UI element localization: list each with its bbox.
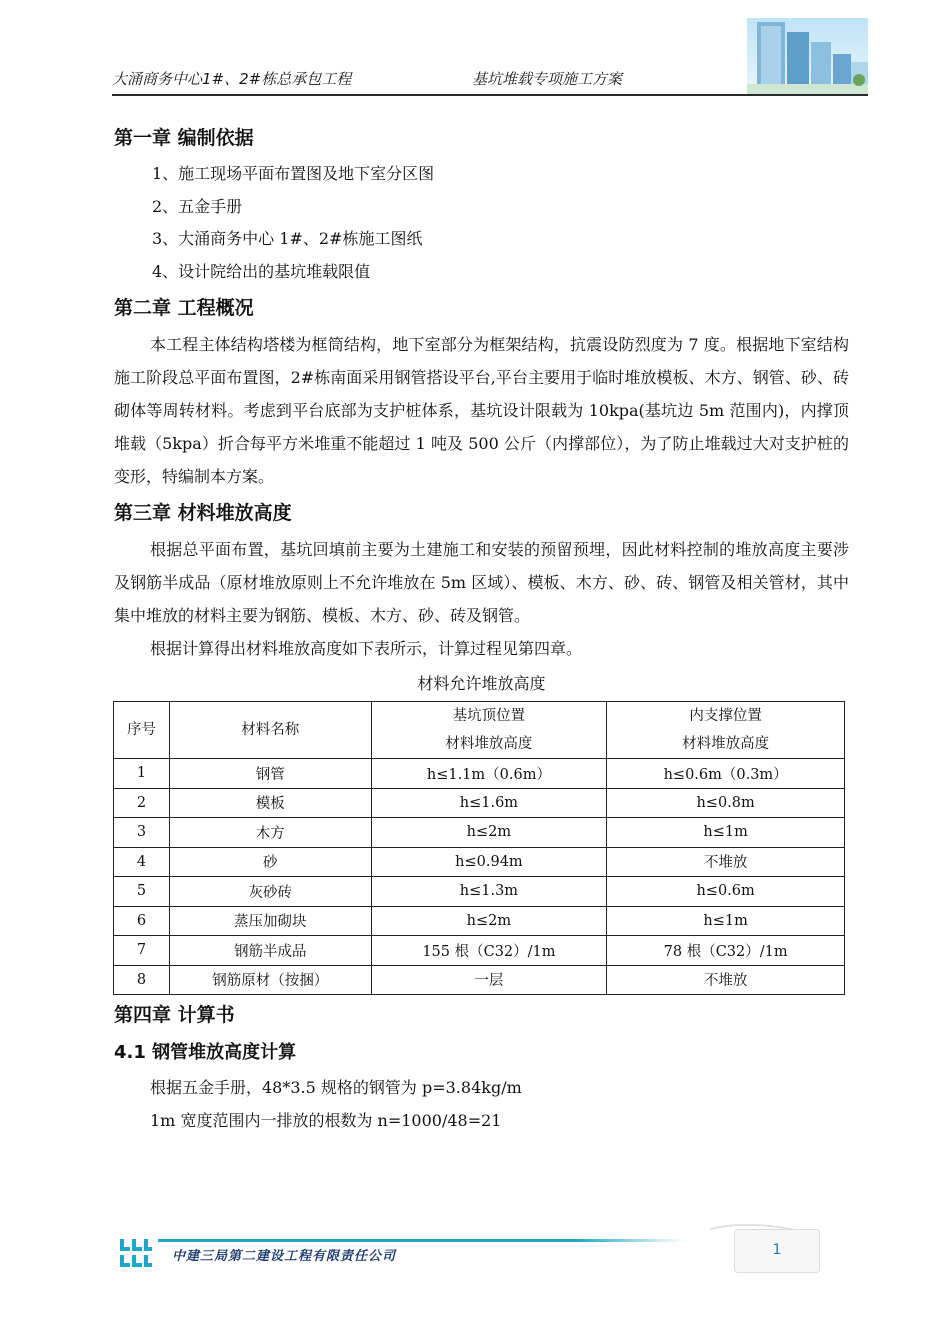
table-row: [114, 906, 845, 936]
table-row: [114, 936, 845, 966]
cell-name: 蒸压加砌块: [169, 906, 371, 936]
header-project: 大涌商务中心1#、2#栋总承包工程: [112, 70, 352, 88]
cell-inner: 不堆放: [607, 965, 845, 995]
table-row: [114, 759, 845, 789]
chapter-4-title: 第四章 计算书: [114, 1004, 235, 1026]
cell-name: 砂: [169, 847, 371, 877]
cell-name: 钢筋半成品: [169, 936, 371, 966]
cell-pit: h≤0.94m: [371, 847, 607, 877]
cell-pit: h≤1.3m: [371, 877, 607, 907]
page-number: 1: [772, 1242, 782, 1258]
header-inner-line1: 内支撑位置: [689, 708, 762, 724]
header-pit-top-line1: 基坑顶位置: [452, 708, 526, 724]
cell-no: 3: [114, 818, 170, 848]
cell-inner: h≤0.6m（0.3m）: [607, 759, 845, 789]
basis-item-3: 3、大涌商务中心 1#、2#栋施工图纸: [152, 229, 423, 248]
table-row: [114, 847, 845, 877]
cell-pit: h≤2m: [371, 818, 607, 848]
cell-name: 钢筋原材（按捆）: [169, 965, 371, 995]
cell-inner: h≤0.6m: [607, 877, 845, 907]
cell-no: 1: [114, 759, 170, 789]
cell-inner: 78 根（C32）/1m: [607, 936, 845, 966]
cell-no: 2: [114, 788, 170, 818]
cell-no: 5: [114, 877, 170, 907]
stacking-paragraph-1: 根据总平面布置，基坑回填前主要为土建施工和安装的预留预埋，因此材料控制的堆放高度主要涉及钢筋半成品（原材堆放原则上不允许堆放在 5m 区域）、模板、木方、砂、砖、钢管及相关管材，其中集中堆放的材料主要为钢筋、模板、木方、砂、砖及钢管。: [114, 540, 849, 625]
footer-divider: [158, 1239, 683, 1242]
header-divider: [112, 94, 868, 96]
section-4-1-title: 4.1 钢管堆放高度计算: [114, 1042, 297, 1063]
page-number-box: [734, 1229, 820, 1273]
chapter-3-title: 第三章 材料堆放高度: [114, 502, 292, 524]
project-overview-paragraph: 本工程主体结构塔楼为框筒结构，地下室部分为框架结构，抗震设防烈度为 7 度。根据地下室结构施工阶段总平面布置图，2#栋南面采用钢管搭设平台,平台主要用于临时堆放模板、木方、钢管、砂、砖砌体等周转材料。考虑到平台底部为支护桩体系，基坑设计限载为 10kpa(基坑边 5m 范围内)，内撑顶堆载（5kpa）折合每平方米堆重不能超过 1 吨及 500 公斤（内撑部位），为了防止堆载过大对支护桩的变形，特编制本方案。: [114, 335, 849, 486]
basis-item-4: 4、设计院给出的基坑堆载限值: [152, 261, 371, 281]
chapter-2-title: 第二章 工程概况: [114, 297, 254, 319]
calc-line-1: 根据五金手册，48*3.5 规格的钢管为 p=3.84kg/m: [150, 1078, 522, 1097]
cell-pit: 155 根（C32）/1m: [371, 936, 607, 966]
company-name: 中建三局第二建设工程有限责任公司: [172, 1249, 397, 1264]
table-row: [114, 965, 845, 995]
page-header: [112, 66, 752, 90]
basis-item-2: 2、五金手册: [152, 196, 243, 216]
company-logo-icon: [118, 1237, 154, 1269]
cell-name: 木方: [169, 818, 371, 848]
header-pit-top: [371, 702, 607, 759]
cell-inner: h≤1m: [607, 818, 845, 848]
cell-inner: h≤0.8m: [607, 788, 845, 818]
stacking-height-table: [113, 701, 845, 995]
cell-name: 钢管: [169, 759, 371, 789]
cell-no: 8: [114, 965, 170, 995]
cell-inner: 不堆放: [607, 847, 845, 877]
cell-inner: h≤1m: [607, 906, 845, 936]
basis-item-1: 1、施工现场平面布置图及地下室分区图: [152, 164, 435, 183]
table-caption: 材料允许堆放高度: [417, 674, 546, 693]
header-material-name: 材料名称: [169, 702, 371, 759]
header-inner-support: [607, 702, 845, 759]
cell-no: 7: [114, 936, 170, 966]
table-row: [114, 818, 845, 848]
cell-name: 模板: [169, 788, 371, 818]
header-inner-line2: 材料堆放高度: [682, 736, 770, 752]
header-pit-top-line2: 材料堆放高度: [445, 736, 533, 752]
cell-pit: h≤1.6m: [371, 788, 607, 818]
building-image: [747, 18, 868, 94]
chapter-1-title: 第一章 编制依据: [114, 127, 254, 149]
cell-no: 6: [114, 906, 170, 936]
table-header-row: [114, 702, 845, 759]
cell-pit: h≤1.1m（0.6m）: [371, 759, 607, 789]
cell-pit: 一层: [371, 965, 607, 995]
cell-no: 4: [114, 847, 170, 877]
table-row: [114, 788, 845, 818]
cell-pit: h≤2m: [371, 906, 607, 936]
calc-line-2: 1m 宽度范围内一排放的根数为 n=1000/48=21: [150, 1111, 502, 1130]
stacking-paragraph-2: 根据计算得出材料堆放高度如下表所示，计算过程见第四章。: [150, 639, 583, 658]
document-body: [114, 118, 849, 1137]
cell-name: 灰砂砖: [169, 877, 371, 907]
table-row: [114, 877, 845, 907]
header-doc-title: 基坑堆载专项施工方案: [472, 70, 623, 88]
header-no: 序号: [114, 702, 170, 759]
